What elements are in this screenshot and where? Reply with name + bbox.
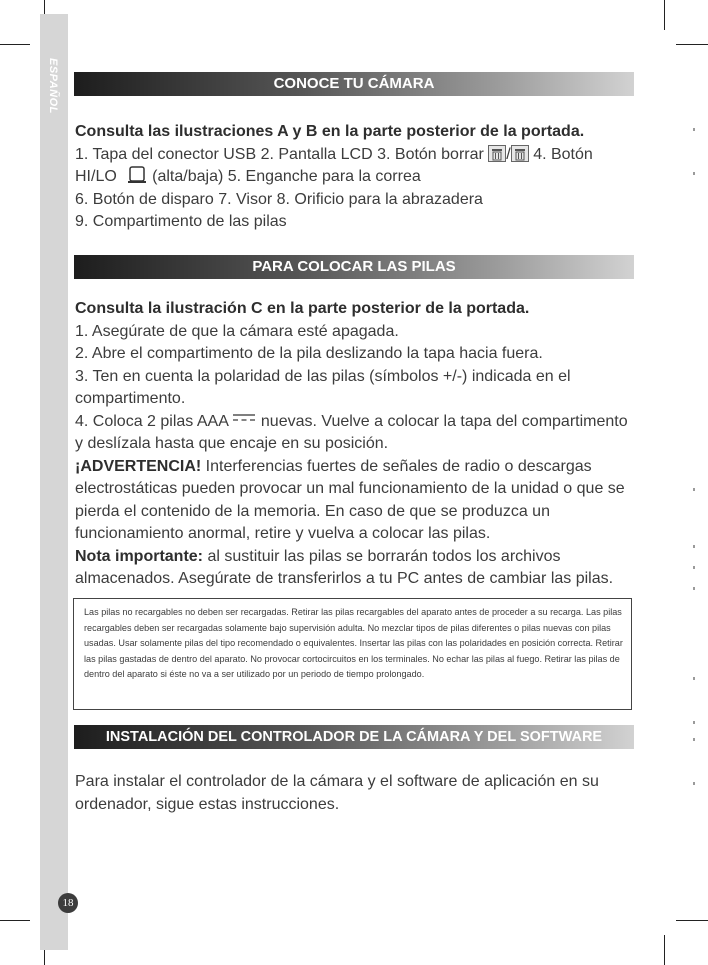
battery-step-1: 1. Asegúrate de que la cámara esté apagada. (75, 322, 399, 340)
camera-line-1-end: 4. Botón (533, 145, 593, 163)
camera-line-2-end: (alta/baja) 5. Enganche para la correa (152, 168, 421, 185)
camera-line-1-text: 1. Tapa del conector USB 2. Pantalla LCD 3. Botón borrar (75, 145, 484, 163)
warning-paragraph (75, 456, 635, 546)
hilo-icon (126, 166, 148, 184)
margin-tick (693, 587, 695, 590)
trash-icon (511, 145, 529, 162)
note-label: Nota importante: (75, 547, 203, 565)
driver-section-body (75, 771, 635, 816)
section-title-camera: CONOCE TU CÁMARA (273, 75, 435, 92)
driver-text: Para instalar el controlador de la cámara y el software de aplicación en su ordenador, sigue estas instrucciones. (75, 773, 599, 813)
margin-tick (693, 488, 695, 491)
section-title-batteries: PARA COLOCAR LAS PILAS (252, 258, 456, 275)
margin-tick (693, 738, 695, 741)
battery-step-4 (75, 411, 635, 456)
section-title-driver: INSTALACIÓN DEL CONTROLADOR DE LA CÁMARA Y DEL SOFTWARE (105, 729, 603, 745)
battery-step-2: 2. Abre el compartimento de la pila deslizando la tapa hacia fuera. (75, 345, 543, 362)
crop-mark (0, 920, 30, 921)
trash-icon (488, 145, 506, 162)
dc-symbol-icon (232, 413, 256, 423)
margin-tick (693, 782, 695, 785)
note-paragraph (75, 546, 635, 591)
camera-line-1: 1. Tapa del conector USB 2. Pantalla LCD 3. Botón borrar / 4. Botón (75, 145, 593, 163)
section-header-batteries (74, 255, 634, 279)
camera-section-body (75, 121, 635, 234)
margin-tick (693, 128, 695, 131)
camera-line-3: 6. Botón de disparo 7. Visor 8. Orificio para la abrazadera (75, 190, 483, 208)
batteries-section-body (75, 298, 635, 591)
page-number: 18 (58, 893, 78, 913)
language-label: ESPAÑOL (47, 58, 59, 114)
camera-intro: Consulta las ilustraciones A y B en la parte posterior de la portada. (75, 123, 585, 140)
crop-mark (0, 44, 30, 45)
batteries-intro: Consulta la ilustración C en la parte posterior de la portada. (75, 300, 530, 317)
battery-safety-notice-text: Las pilas no recargables no deben ser recargadas. Retirar las pilas recargables del aparato antes de proceder a su recarga. Las pilas recargables deben ser recargadas solamente bajo supervisión adulta. No mezclar tipos de pilas diferentes o pilas nuevas con pilas usadas. Usar solamente pilas del tipo recomendado o equivalentes. Insertar las pilas con las polaridades en posición correcta. Retirar las pilas gastadas de dentro del aparato. No provocar cortocircuitos en los terminales. No echar las pilas al fuego. Retirar las pilas de dentro del aparato si éste no va a ser utilizado por un periodo de tiempo prolongado. (84, 607, 623, 679)
battery-step-4-start: 4. Coloca 2 pilas AAA (75, 412, 228, 430)
battery-step-3: 3. Ten en cuenta la polaridad de las pilas (símbolos +/-) indicada en el compartimento. (75, 367, 571, 407)
warning-text: Interferencias fuertes de señales de radio o descargas electrostáticas pueden provocar un mal funcionamiento de la unidad o que se pierda el contenido de la memoria. En caso de que se produzca un funcionamiento anormal, retire y vuelva a colocar las pilas. (75, 457, 625, 542)
section-header-camera (74, 72, 634, 96)
crop-mark (664, 0, 665, 30)
camera-line-4: 9. Compartimento de las pilas (75, 213, 287, 230)
camera-line-2-start: HI/LO (75, 168, 117, 185)
margin-tick (693, 677, 695, 680)
margin-tick (693, 172, 695, 175)
margin-tick (693, 545, 695, 548)
camera-line-2 (75, 166, 635, 189)
crop-mark (676, 920, 708, 921)
margin-tick (693, 566, 695, 569)
note-text: al sustituir las pilas se borrarán todos los archivos almacenados. Asegúrate de transferirlos a tu PC antes de cambiar las pilas. (75, 547, 614, 587)
battery-safety-notice (73, 598, 632, 710)
crop-mark (676, 44, 708, 45)
warning-label: ¡ADVERTENCIA! (75, 457, 202, 475)
section-header-driver (74, 725, 634, 749)
battery-step-4-end: nuevas. Vuelve a colocar la tapa del compartimento y deslízala hasta que encaje en su posición. (75, 412, 628, 452)
language-sidebar (40, 14, 68, 950)
margin-tick (693, 721, 695, 724)
crop-mark (664, 935, 665, 965)
